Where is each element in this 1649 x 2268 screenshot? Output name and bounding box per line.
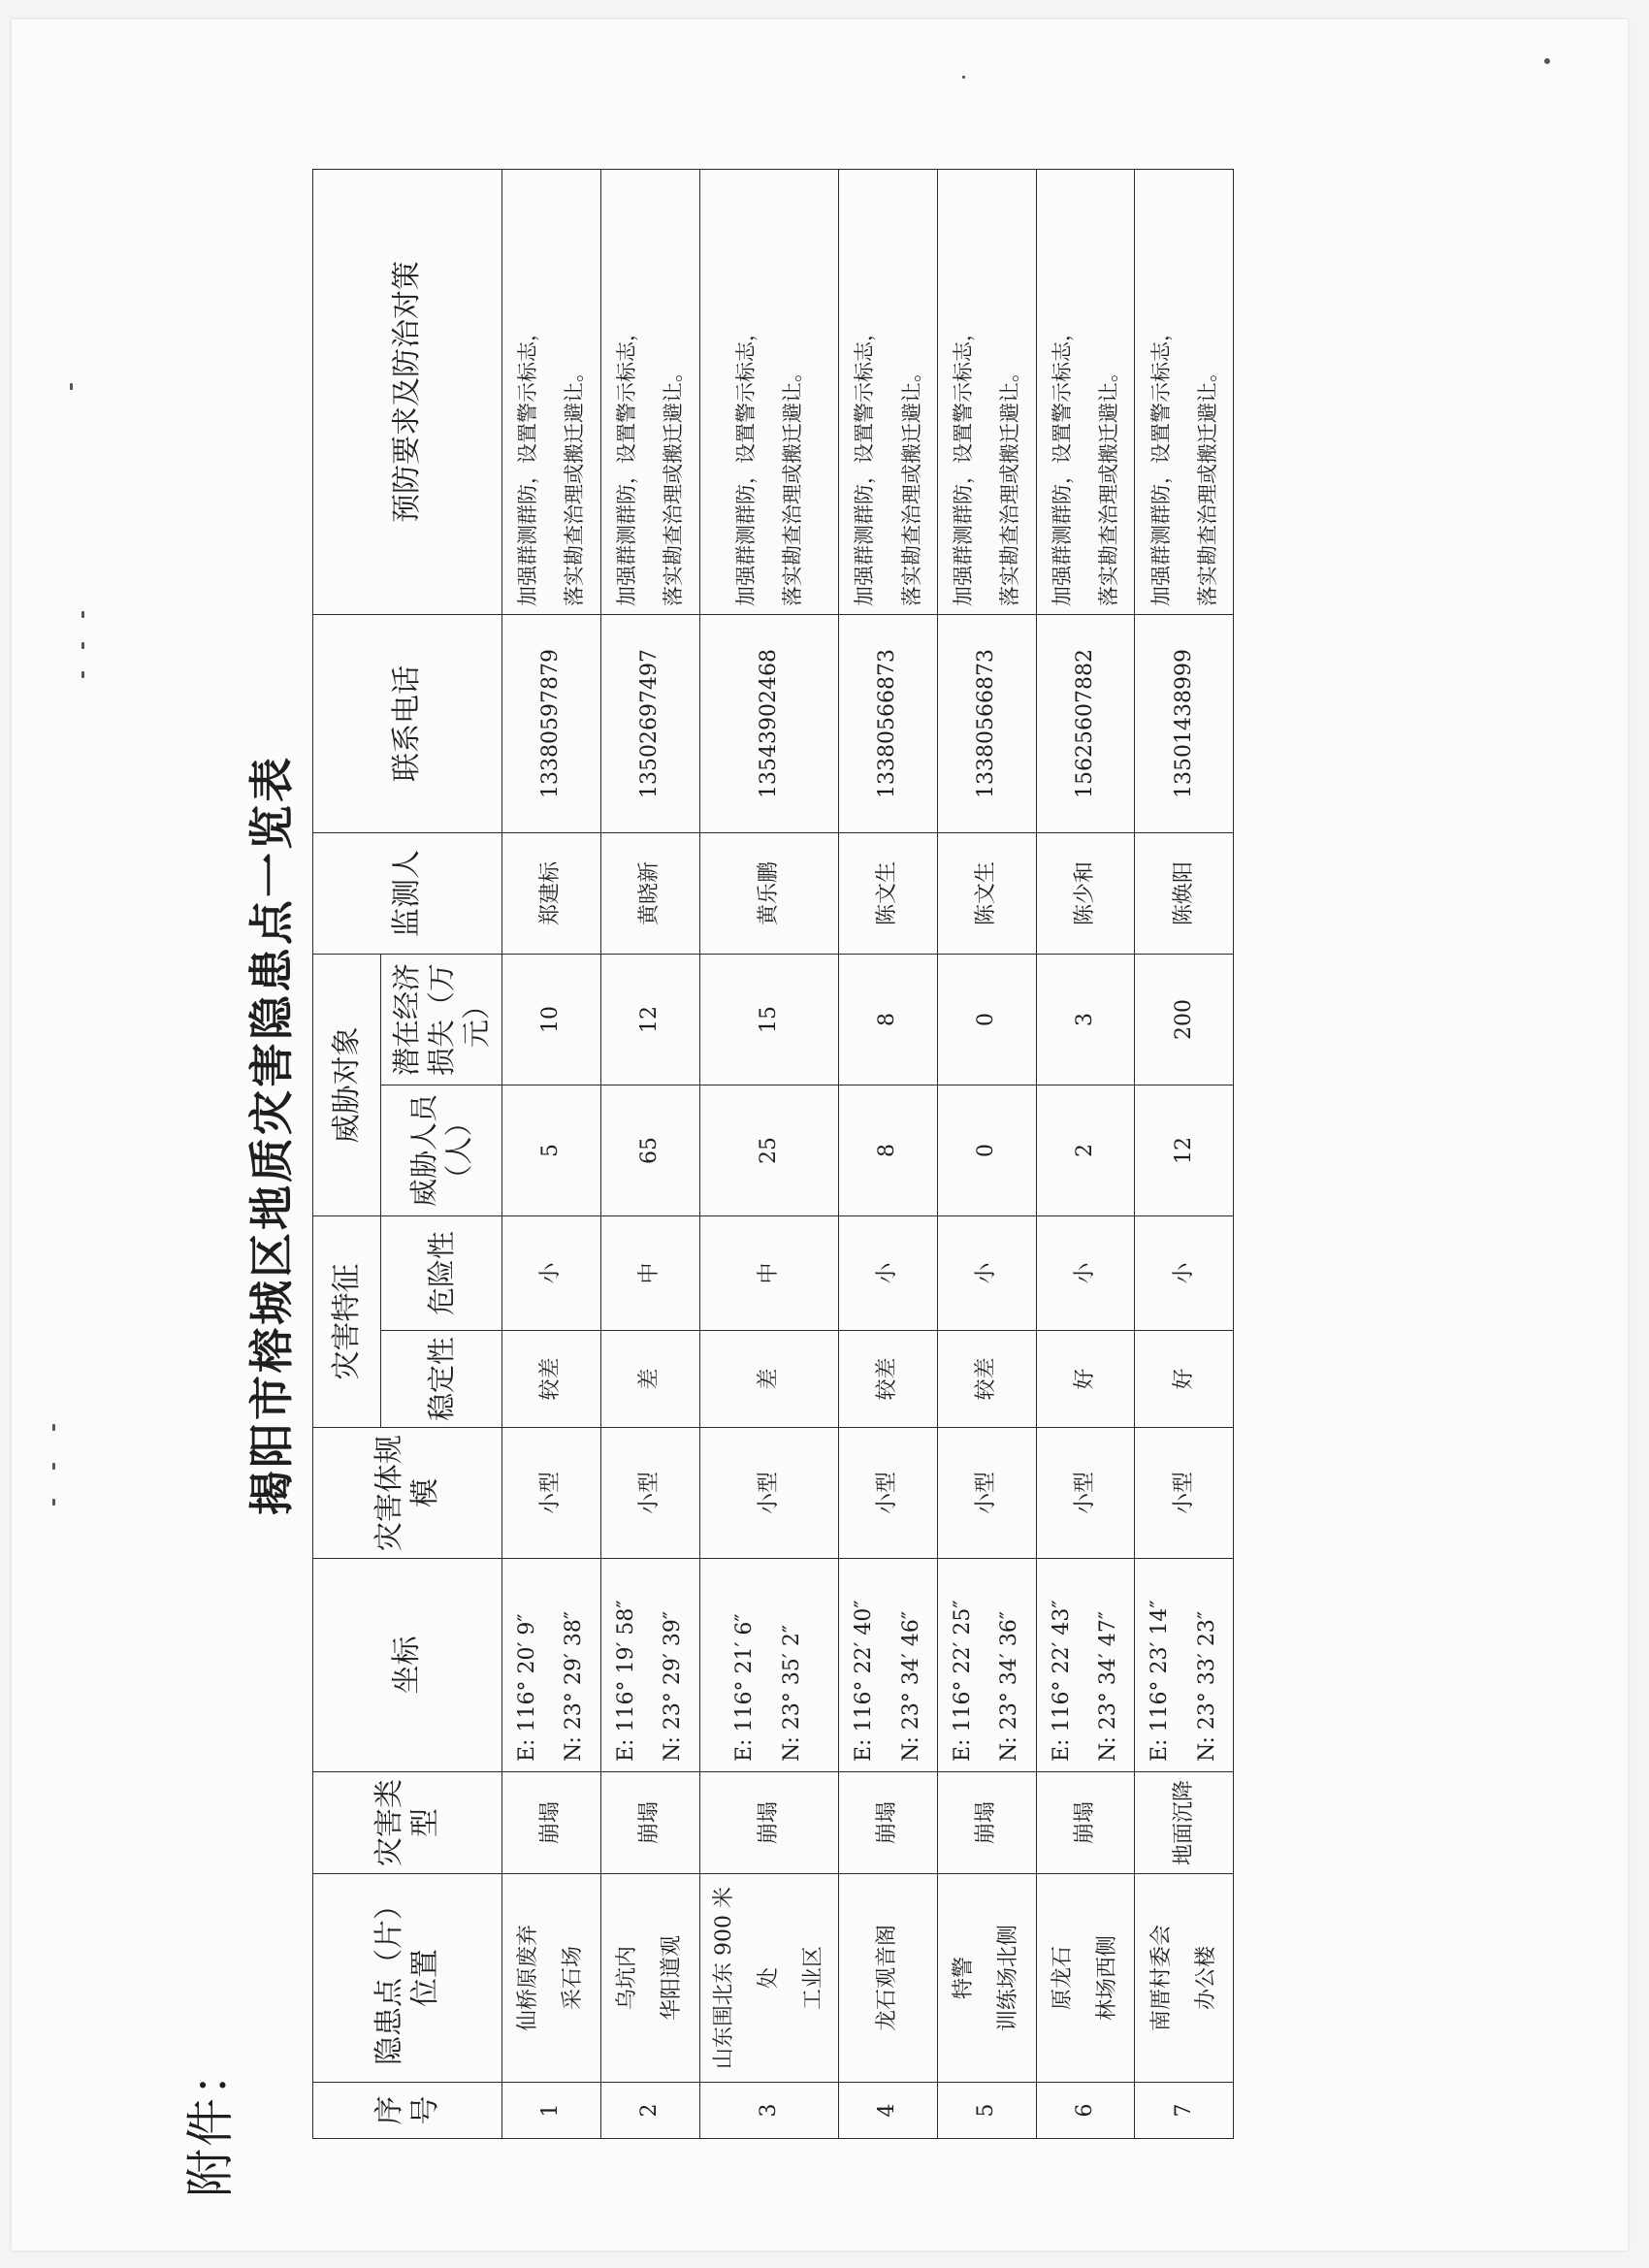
cell-coordinates-line: N: 23° 34′ 36″ <box>997 1610 1022 1762</box>
cell-danger <box>699 1216 839 1331</box>
cell-monitor-line: 陈焕阳 <box>1171 861 1196 926</box>
cell-potential-loss <box>502 955 601 1085</box>
cell-monitor <box>502 833 601 955</box>
cell-coordinates <box>600 1559 699 1772</box>
table-row <box>699 170 839 2139</box>
cell-monitor-line: 陈少和 <box>1072 861 1097 926</box>
cell-no <box>839 2083 938 2139</box>
scanned-page <box>12 19 1628 2251</box>
cell-measures-line: 加强群测群防，设置警示标志， <box>614 321 638 606</box>
scan-speck <box>52 1499 55 1506</box>
scan-speck <box>81 611 84 618</box>
cell-stability <box>699 1331 839 1428</box>
cell-coordinates <box>937 1559 1036 1772</box>
cell-phone-line: 13380566873 <box>875 649 900 798</box>
cell-measures <box>502 170 601 615</box>
cell-danger-line: 中 <box>637 1262 663 1284</box>
cell-phone <box>1135 615 1234 833</box>
cell-stability <box>1036 1331 1135 1428</box>
cell-location <box>1036 1874 1135 2083</box>
cell-location <box>1135 1874 1234 2083</box>
cell-threat-people-line: 0 <box>974 1144 999 1157</box>
cell-disaster-type <box>1036 1772 1135 1874</box>
cell-coordinates-line: N: 23° 34′ 47″ <box>1096 1610 1121 1762</box>
header-monitor: 监测人 <box>313 833 502 955</box>
cell-no-line: 1 <box>538 2103 564 2118</box>
cell-measures-line: 加强群测群防，设置警示标志， <box>1148 321 1173 606</box>
cell-potential-loss <box>937 955 1036 1085</box>
cell-monitor-line: 陈文生 <box>974 861 999 926</box>
cell-scale <box>839 1428 938 1559</box>
scan-speck <box>962 76 965 79</box>
cell-location <box>839 1874 938 2083</box>
cell-disaster-type <box>502 1772 601 1874</box>
table-row <box>1135 170 1234 2139</box>
cell-measures <box>1036 170 1135 615</box>
scan-speck <box>81 642 84 649</box>
cell-no <box>600 2083 699 2139</box>
cell-monitor <box>699 833 839 955</box>
cell-phone-line: 13501438999 <box>1171 649 1196 798</box>
cell-location-line: 山东围北东 900 米处 <box>711 1887 781 2069</box>
cell-no <box>1135 2083 1234 2139</box>
cell-scale-line: 小型 <box>1171 1472 1196 1515</box>
cell-phone <box>699 615 839 833</box>
cell-scale-line: 小型 <box>637 1472 663 1515</box>
cell-measures <box>699 170 839 615</box>
header-potential-loss: 潜在经济损失（万元） <box>381 955 502 1085</box>
cell-coordinates-line: N: 23° 29′ 39″ <box>661 1610 686 1762</box>
cell-scale <box>1135 1428 1234 1559</box>
header-disaster-type: 灾害类型 <box>313 1772 502 1874</box>
cell-monitor <box>600 833 699 955</box>
cell-measures-line: 落实勘查治理或搬迁避让。 <box>998 362 1022 606</box>
header-threat-people: 威胁人员（人） <box>381 1085 502 1216</box>
cell-coordinates-line: N: 23° 35′ 2″ <box>779 1624 804 1762</box>
cell-coordinates-line: E: 116° 20′ 9″ <box>515 1613 539 1762</box>
cell-disaster-type-line: 崩塌 <box>1072 1801 1097 1845</box>
cell-phone-line: 13502697497 <box>637 649 663 798</box>
cell-potential-loss-line: 8 <box>875 1013 900 1026</box>
cell-measures-line: 落实勘查治理或搬迁避让。 <box>563 362 587 606</box>
cell-danger <box>839 1216 938 1331</box>
cell-measures-line: 加强群测群防，设置警示标志， <box>853 321 877 606</box>
cell-threat-people <box>502 1085 601 1216</box>
cell-threat-people-line: 5 <box>538 1144 564 1157</box>
cell-threat-people <box>839 1085 938 1216</box>
cell-coordinates-line: E: 116° 23′ 14″ <box>1148 1600 1173 1762</box>
cell-phone-line: 13380597879 <box>538 649 564 798</box>
cell-phone <box>937 615 1036 833</box>
cell-location-line: 特警 <box>952 1957 977 2000</box>
cell-phone <box>502 615 601 833</box>
header-threat-group: 威胁对象 <box>313 955 381 1216</box>
cell-monitor <box>1135 833 1234 955</box>
cell-measures <box>839 170 938 615</box>
cell-coordinates <box>502 1559 601 1772</box>
table-row <box>600 170 699 2139</box>
cell-stability-line: 好 <box>1171 1368 1196 1390</box>
cell-no <box>1036 2083 1135 2139</box>
cell-stability <box>1135 1331 1234 1428</box>
cell-disaster-type-line: 崩塌 <box>875 1801 900 1845</box>
cell-potential-loss-line: 15 <box>756 1006 781 1033</box>
cell-potential-loss-line: 200 <box>1171 999 1196 1040</box>
cell-disaster-type <box>839 1772 938 1874</box>
cell-potential-loss-line: 3 <box>1072 1013 1097 1026</box>
cell-scale-line: 小型 <box>538 1472 564 1515</box>
cell-disaster-type-line: 崩塌 <box>637 1801 663 1845</box>
cell-disaster-type <box>937 1772 1036 1874</box>
cell-scale <box>699 1428 839 1559</box>
cell-phone <box>600 615 699 833</box>
cell-stability-line: 较差 <box>538 1357 564 1401</box>
table-row <box>502 170 601 2139</box>
cell-location-line: 华阳道观 <box>660 1935 685 2022</box>
table-row <box>1036 170 1135 2139</box>
cell-coordinates-line: E: 116° 19′ 58″ <box>613 1600 638 1762</box>
cell-coordinates-line: E: 116° 21′ 6″ <box>732 1613 758 1762</box>
cell-scale-line: 小型 <box>974 1472 999 1515</box>
cell-stability-line: 较差 <box>875 1357 900 1401</box>
cell-monitor <box>1036 833 1135 955</box>
cell-threat-people-line: 65 <box>637 1137 663 1164</box>
cell-no-line: 7 <box>1171 2103 1196 2118</box>
cell-potential-loss <box>1135 955 1234 1085</box>
cell-measures-line: 加强群测群防，设置警示标志， <box>516 321 540 606</box>
cell-danger-line: 中 <box>756 1262 781 1284</box>
cell-location <box>502 1874 601 2083</box>
hazard-table <box>312 169 1234 2139</box>
cell-monitor-line: 黄晓新 <box>637 861 663 926</box>
cell-coordinates <box>1036 1559 1135 1772</box>
cell-monitor <box>937 833 1036 955</box>
cell-measures-line: 落实勘查治理或搬迁避让。 <box>780 362 804 606</box>
cell-measures-line: 加强群测群防，设置警示标志， <box>1050 321 1074 606</box>
cell-location <box>699 1874 839 2083</box>
header-coordinates: 坐标 <box>313 1559 502 1772</box>
cell-phone-line: 13543902468 <box>756 649 781 798</box>
cell-potential-loss <box>839 955 938 1085</box>
cell-no <box>699 2083 839 2139</box>
cell-coordinates-line: N: 23° 29′ 38″ <box>562 1610 587 1762</box>
cell-stability <box>502 1331 601 1428</box>
header-danger: 危险性 <box>381 1216 502 1331</box>
cell-stability <box>600 1331 699 1428</box>
cell-location-line: 仙桥原废弃 <box>516 1925 541 2032</box>
cell-location-line: 乌坑内 <box>614 1946 639 2011</box>
cell-coordinates-line: E: 116° 22′ 40″ <box>852 1600 877 1762</box>
cell-scale <box>1036 1428 1135 1559</box>
cell-measures-line: 加强群测群防，设置警示标志， <box>952 321 975 606</box>
cell-coordinates <box>839 1559 938 1772</box>
cell-location-line: 原龙石 <box>1050 1946 1075 2011</box>
cell-measures <box>600 170 699 615</box>
cell-threat-people <box>937 1085 1036 1216</box>
cell-coordinates-line: E: 116° 22′ 43″ <box>1049 1600 1074 1762</box>
cell-stability-line: 差 <box>637 1368 663 1390</box>
cell-phone-line: 13380566873 <box>974 649 999 798</box>
attachment-label: 附件： <box>182 2046 239 2197</box>
cell-potential-loss <box>600 955 699 1085</box>
cell-scale <box>937 1428 1036 1559</box>
cell-coordinates-line: E: 116° 22′ 25″ <box>950 1600 975 1762</box>
cell-danger-line: 小 <box>538 1262 564 1284</box>
cell-no-line: 3 <box>756 2103 781 2118</box>
cell-location-line: 南厝村委会 <box>1148 1925 1174 2032</box>
rotated-document <box>12 19 1628 2251</box>
cell-stability <box>937 1331 1036 1428</box>
header-no: 序号 <box>313 2083 502 2139</box>
cell-measures <box>1135 170 1234 615</box>
cell-danger <box>1036 1216 1135 1331</box>
page-title: 揭阳市榕城区地质灾害隐患点一览表 <box>245 755 298 1515</box>
cell-danger <box>1135 1216 1234 1331</box>
cell-danger-line: 小 <box>1171 1262 1196 1284</box>
header-phone: 联系电话 <box>313 615 502 833</box>
cell-monitor-line: 黄乐鹏 <box>756 861 781 926</box>
cell-threat-people-line: 8 <box>875 1144 900 1157</box>
table-row <box>839 170 938 2139</box>
cell-measures-line: 落实勘查治理或搬迁避让。 <box>899 362 923 606</box>
cell-stability-line: 差 <box>756 1368 781 1390</box>
cell-danger-line: 小 <box>974 1262 999 1284</box>
cell-no <box>937 2083 1036 2139</box>
cell-threat-people-line: 2 <box>1072 1144 1097 1157</box>
header-features-group: 灾害特征 <box>313 1216 381 1428</box>
scan-speck <box>1544 58 1550 64</box>
scan-speck <box>52 1463 55 1470</box>
scan-speck <box>52 1424 55 1431</box>
cell-disaster-type <box>600 1772 699 1874</box>
cell-scale-line: 小型 <box>1072 1472 1097 1515</box>
cell-phone-line: 15625607882 <box>1072 649 1097 798</box>
cell-no-line: 2 <box>637 2103 663 2118</box>
cell-disaster-type-line: 崩塌 <box>756 1801 781 1845</box>
cell-coordinates <box>1135 1559 1234 1772</box>
cell-no <box>502 2083 601 2139</box>
header-location: 隐患点（片）位置 <box>313 1874 502 2083</box>
cell-scale-line: 小型 <box>875 1472 900 1515</box>
cell-stability-line: 好 <box>1072 1368 1097 1390</box>
cell-disaster-type-line: 崩塌 <box>974 1801 999 1845</box>
cell-stability-line: 较差 <box>974 1357 999 1401</box>
cell-measures <box>937 170 1036 615</box>
cell-location-line: 龙石观音阁 <box>875 1925 900 2032</box>
cell-potential-loss <box>1036 955 1135 1085</box>
cell-measures-line: 落实勘查治理或搬迁避让。 <box>1097 362 1121 606</box>
cell-monitor <box>839 833 938 955</box>
cell-scale <box>502 1428 601 1559</box>
cell-threat-people <box>699 1085 839 1216</box>
cell-disaster-type-line: 地面沉降 <box>1171 1780 1196 1866</box>
cell-scale-line: 小型 <box>756 1472 781 1515</box>
cell-coordinates-line: N: 23° 34′ 46″ <box>898 1610 923 1762</box>
cell-measures-line: 落实勘查治理或搬迁避让。 <box>662 362 686 606</box>
cell-threat-people <box>1036 1085 1135 1216</box>
cell-danger <box>502 1216 601 1331</box>
header-stability: 稳定性 <box>381 1331 502 1428</box>
cell-location-line: 训练场北侧 <box>996 1925 1021 2032</box>
cell-danger-line: 小 <box>1072 1262 1097 1284</box>
scan-speck <box>70 383 73 390</box>
cell-phone <box>1036 615 1135 833</box>
cell-potential-loss <box>699 955 839 1085</box>
cell-threat-people-line: 12 <box>1171 1137 1196 1164</box>
cell-threat-people <box>600 1085 699 1216</box>
cell-threat-people <box>1135 1085 1234 1216</box>
scan-speck <box>81 671 84 678</box>
cell-threat-people-line: 25 <box>756 1137 781 1164</box>
cell-location-line: 采石场 <box>561 1946 586 2011</box>
cell-stability <box>839 1331 938 1428</box>
cell-no-line: 6 <box>1072 2103 1097 2118</box>
cell-danger <box>600 1216 699 1331</box>
cell-disaster-type <box>699 1772 839 1874</box>
cell-disaster-type <box>1135 1772 1234 1874</box>
cell-monitor-line: 陈文生 <box>875 861 900 926</box>
cell-location-line: 办公楼 <box>1193 1946 1218 2011</box>
cell-measures-line: 加强群测群防，设置警示标志， <box>733 321 758 606</box>
cell-scale <box>600 1428 699 1559</box>
cell-monitor-line: 郑建标 <box>538 861 564 926</box>
cell-phone <box>839 615 938 833</box>
cell-coordinates <box>699 1559 839 1772</box>
header-measures: 预防要求及防治对策 <box>313 170 502 615</box>
table-row <box>937 170 1036 2139</box>
header-scale: 灾害体规模 <box>313 1428 502 1559</box>
cell-measures-line: 落实勘查治理或搬迁避让。 <box>1195 362 1219 606</box>
cell-danger-line: 小 <box>875 1262 900 1284</box>
cell-no-line: 4 <box>875 2103 900 2118</box>
cell-disaster-type-line: 崩塌 <box>538 1801 564 1845</box>
cell-potential-loss-line: 12 <box>637 1006 663 1033</box>
cell-location <box>600 1874 699 2083</box>
cell-location <box>937 1874 1036 2083</box>
cell-no-line: 5 <box>974 2103 999 2118</box>
cell-potential-loss-line: 10 <box>538 1006 564 1033</box>
cell-potential-loss-line: 0 <box>974 1013 999 1026</box>
cell-danger <box>937 1216 1036 1331</box>
cell-location-line: 林场西侧 <box>1095 1935 1120 2022</box>
cell-location-line: 工业区 <box>800 1946 825 2011</box>
cell-coordinates-line: N: 23° 33′ 23″ <box>1194 1610 1219 1762</box>
